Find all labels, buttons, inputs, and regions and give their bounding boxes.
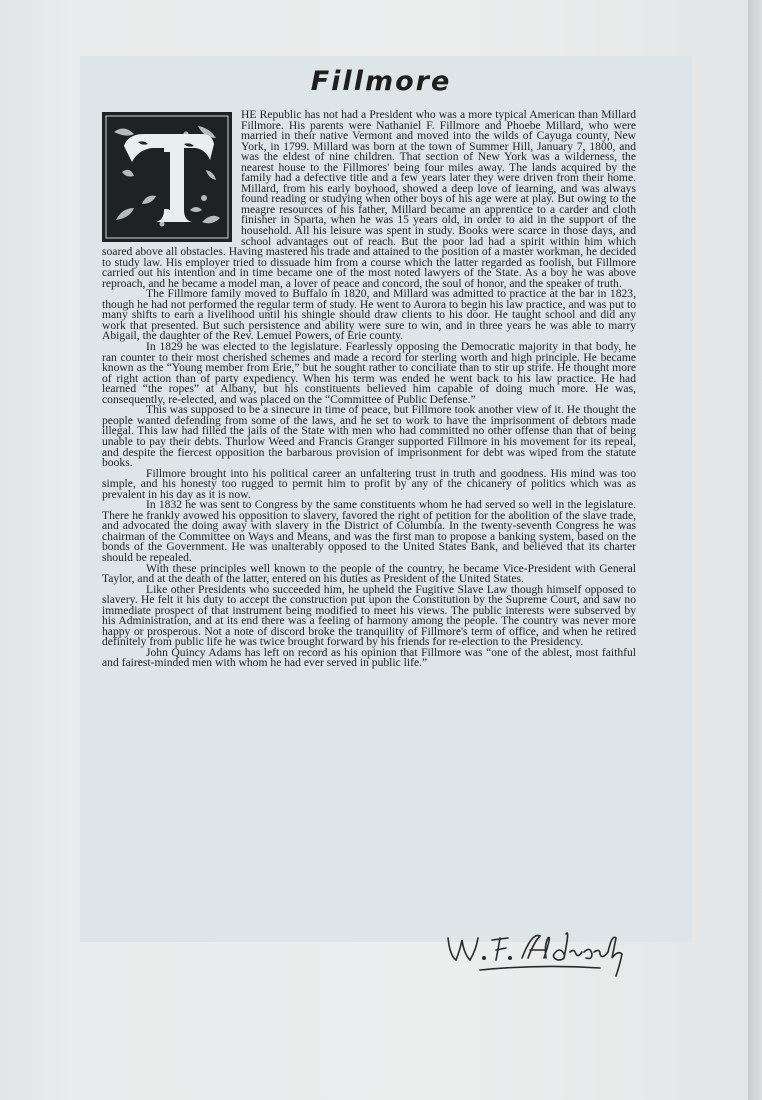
paragraph-3: In 1829 he was elected to the legislature. Fearlessly opposing the Democratic majority in that body, he ran counter to their most cherished schemes and made a record for sterling worth and high principle. He became known as the “Young member from Erie,” but he sought rather to conciliate than to stir up strife. He thought more of right action than of party expediency. When his term was ended he went back to his law practice. He had learned “the ropes” at Albany, but his constituents believed him capable of doing much more. He was, consequently, re-elected, and was placed on the “Committee of Public Defense.” bbox=[102, 340, 636, 406]
paragraph-6: In 1832 he was sent to Congress by the same constituents whom he had served so well in the legislature. There he frankly avowed his opposition to slavery, favored the right of petition for the abolition of the slave trade, and advocated the doing away with slavery in the District of Columbia. In the twenty-seventh Congress he was chairman of the Committee on Ways and Means, and was the first man to propose a banking system, based on the bonds of the Government. He was unalterably opposed to the United States Bank, and believed that its charter should be repealed. bbox=[102, 498, 636, 564]
page-title: Fillmore bbox=[310, 66, 452, 97]
paragraph-8: Like other Presidents who succeeded him, he upheld the Fugitive Slave Law though himself opposed to slavery. He felt it his duty to accept the construction put upon the Constitution by the Supreme Court, and saw no immediate prospect of that instrument being modified to meet his views. The public interests were subserved by his Administration, and at its end there was a feeling of harmony among the people. The country was never more happy or prosperous. Not a note of discord broke the tranquility of Fillmore's term of office, and when he retired definitely from public life he was twice brought forward by his friends for re-election to the Presidency. bbox=[102, 582, 636, 649]
paragraph-2: The Fillmore family moved to Buffalo in 1820, and Millard was admitted to practice at the bar in 1823, though he had not performed the regular term of study. He went to Aurora to begin his law practice, and was put to many shifts to earn a livelihood until his shingle should draw clients to his door. He taught school and did any work that presented. But such persistence and ability were sure to win, and in three years he was able to marry Abigail, the daughter of the Rev. Lemuel Powers, of Erie county. bbox=[102, 287, 636, 343]
ornamental-drop-cap-t-icon bbox=[102, 112, 232, 242]
paragraph-5: Fillmore brought into his political career an unfaltering trust in truth and goodness. His mind was too simple, and his honesty too rugged to permit him to profit by any of the chicanery of politics which was as prevalent in his day as it is now. bbox=[102, 466, 636, 501]
paragraph-1: HE Republic has not had a President who was a more typical American than Millard Fillmore. His parents were Nathaniel F. Fillmore and Phoebe Millard, who were married in their native Vermont and moved into the wilds of Cayuga county, New York, in 1799. Millard was born at the town of Summer Hill, January 7, 1800, and was the eldest of nine children. That section of New York was a wilderness, the nearest house to the Fillmores' being four miles away. The lands acquired by the family had a defective title and a few years later they were driven from their home. Millard, from his early boyhood, showed a deep love of learning, and was always found reading or studying when other boys of his age were at play. But owing to the meagre resources of his father, Millard became an apprentice to a carder and cloth finisher in Sparta, when he was 15 years old, in order to aid in the support of the household. All his leisure was spent in study. Books were scarce in those days, and school advantages out of reach. But the poor lad had a spirit within him which soared above all obstacles. Having mastered his trade and attained to the position of a master workman, he decided to study law. His employer tried to dissuade him from a course which the latter regarded as foolish, but Fillmore carried out his intention and in time became one of the most noted lawyers of the State. As a boy he was above reproach, and he became a model man, a lover of peace and concord, the soul of honor, and the speaker of truth. bbox=[102, 108, 636, 290]
article-body bbox=[102, 110, 636, 669]
paragraph-7: With these principles well known to the people of the country, he became Vice-President with General Taylor, and at the death of the latter, entered on his duties as President of the United States. bbox=[102, 561, 636, 586]
paragraph-4: This was supposed to be a sinecure in time of peace, but Fillmore took another view of it. He thought the people wanted defending from some of the laws, and he set to work to have the imprisonment of debtors made illegal. This law had filled the jails of the State with men who had committed no other offense than that of being unable to pay their debts. Thurlow Weed and Francis Granger supported Fillmore in his movement for its repeal, and despite the fiercest opposition the barbarous provision of imprisonment for debt was wiped from the statute books. bbox=[102, 403, 636, 470]
paragraph-9: John Quincy Adams has left on record as his opinion that Fillmore was “one of the ablest, most faithful and fairest-minded men with whom he had ever served in public life.” bbox=[102, 645, 636, 670]
page-edge bbox=[748, 0, 762, 1100]
handwritten-signature bbox=[440, 922, 640, 982]
